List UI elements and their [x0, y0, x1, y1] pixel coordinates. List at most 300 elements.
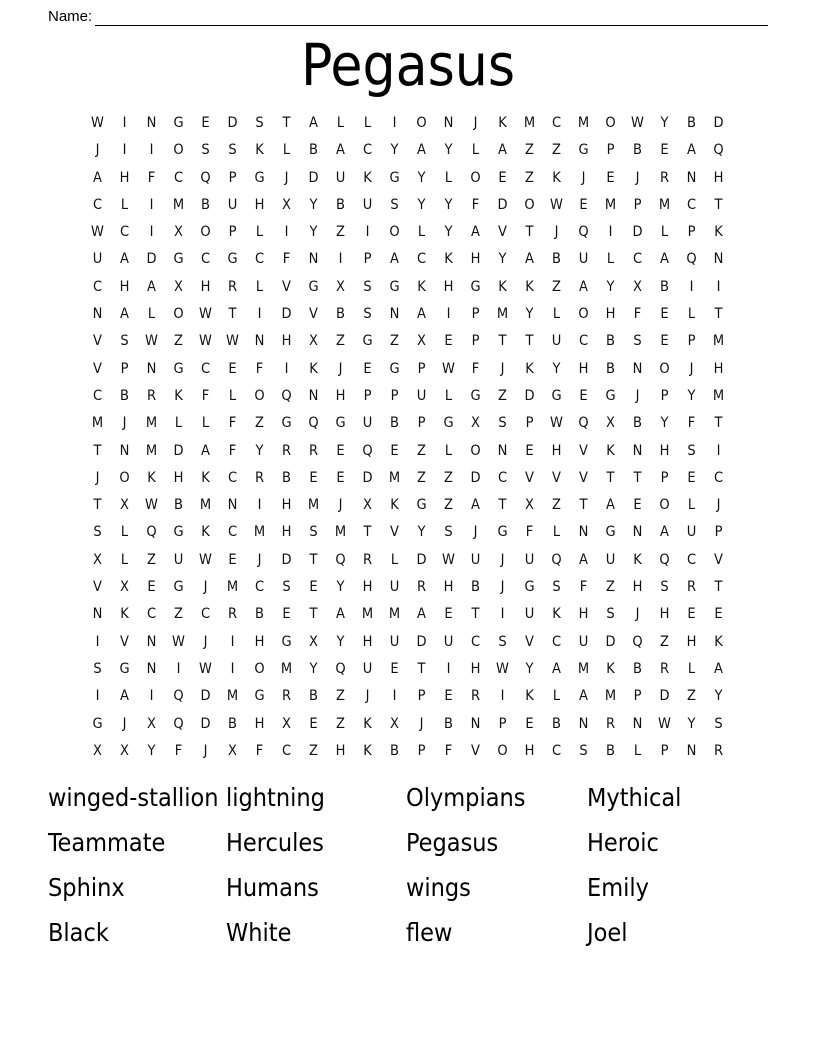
grid-letter[interactable]: Y	[552, 360, 561, 377]
grid-letter[interactable]: S	[552, 579, 561, 596]
grid-letter[interactable]: G	[497, 524, 508, 541]
grid-letter[interactable]: S	[201, 142, 210, 159]
word-list-item[interactable]: Hercules	[226, 827, 324, 857]
grid-letter[interactable]: K	[525, 360, 534, 377]
grid-letter[interactable]: X	[390, 715, 399, 732]
grid-letter[interactable]: H	[578, 606, 589, 623]
grid-letter[interactable]: A	[552, 660, 561, 677]
grid-letter[interactable]: Z	[336, 333, 345, 350]
grid-letter[interactable]: N	[308, 251, 319, 268]
grid-letter[interactable]: I	[230, 660, 235, 677]
grid-letter[interactable]: H	[281, 333, 292, 350]
grid-letter[interactable]: Q	[551, 551, 562, 568]
grid-letter[interactable]: K	[498, 115, 507, 131]
grid-letter[interactable]: A	[120, 688, 129, 705]
grid-letter[interactable]: I	[338, 251, 343, 268]
grid-letter[interactable]: C	[92, 196, 103, 213]
grid-letter[interactable]: S	[93, 524, 102, 541]
grid-letter[interactable]: Z	[336, 224, 345, 241]
word-list-item[interactable]: Humans	[226, 872, 319, 902]
grid-letter[interactable]: D	[281, 306, 292, 323]
grid-letter[interactable]: H	[605, 306, 616, 323]
grid-letter[interactable]: O	[389, 224, 400, 241]
grid-letter[interactable]: K	[363, 742, 372, 759]
grid-letter[interactable]: H	[632, 579, 643, 596]
grid-letter[interactable]: H	[200, 278, 211, 295]
grid-letter[interactable]: V	[309, 306, 318, 323]
grid-letter[interactable]: V	[93, 360, 102, 377]
grid-letter[interactable]: Y	[525, 306, 534, 323]
grid-letter[interactable]: L	[660, 224, 669, 241]
grid-letter[interactable]: W	[91, 115, 104, 131]
grid-letter[interactable]: J	[122, 415, 127, 432]
grid-letter[interactable]: N	[308, 387, 319, 404]
grid-letter[interactable]: T	[228, 306, 237, 323]
grid-letter[interactable]: A	[390, 251, 399, 268]
grid-letter[interactable]: E	[525, 442, 534, 459]
grid-letter[interactable]: Z	[444, 469, 453, 486]
grid-letter[interactable]: Z	[525, 169, 534, 186]
grid-letter[interactable]: V	[525, 469, 534, 486]
grid-letter[interactable]: G	[119, 660, 130, 677]
grid-letter[interactable]: W	[145, 497, 158, 514]
word-list-item[interactable]: wings	[406, 872, 471, 902]
grid-letter[interactable]: X	[363, 497, 372, 514]
grid-letter[interactable]: C	[146, 606, 157, 623]
grid-letter[interactable]: F	[282, 251, 291, 268]
grid-letter[interactable]: L	[687, 306, 696, 323]
grid-letter[interactable]: N	[632, 524, 643, 541]
grid-letter[interactable]: Z	[417, 442, 426, 459]
grid-letter[interactable]: K	[444, 251, 453, 268]
grid-letter[interactable]: A	[660, 251, 669, 268]
grid-letter[interactable]: J	[338, 497, 343, 514]
grid-letter[interactable]: W	[91, 224, 104, 241]
grid-letter[interactable]: L	[552, 688, 561, 705]
grid-letter[interactable]: P	[363, 387, 372, 404]
grid-letter[interactable]: G	[389, 360, 400, 377]
grid-letter[interactable]: W	[226, 333, 239, 350]
grid-letter[interactable]: C	[281, 742, 292, 759]
grid-letter[interactable]: H	[470, 251, 481, 268]
grid-letter[interactable]: G	[281, 633, 292, 650]
grid-letter[interactable]: S	[255, 115, 264, 131]
grid-letter[interactable]: T	[309, 606, 318, 623]
grid-letter[interactable]: G	[443, 415, 454, 432]
grid-letter[interactable]: P	[471, 333, 480, 350]
grid-letter[interactable]: H	[578, 360, 589, 377]
grid-letter[interactable]: A	[498, 142, 507, 159]
grid-letter[interactable]: Q	[632, 633, 643, 650]
grid-letter[interactable]: G	[254, 688, 265, 705]
grid-letter[interactable]: W	[199, 306, 212, 323]
grid-letter[interactable]: O	[119, 469, 130, 486]
grid-letter[interactable]: T	[471, 606, 480, 623]
grid-letter[interactable]: F	[147, 169, 156, 186]
grid-letter[interactable]: L	[606, 251, 615, 268]
grid-letter[interactable]: P	[633, 196, 642, 213]
grid-letter[interactable]: H	[281, 497, 292, 514]
grid-letter[interactable]: N	[146, 360, 157, 377]
grid-letter[interactable]: J	[500, 551, 505, 568]
grid-letter[interactable]: O	[659, 360, 670, 377]
grid-letter[interactable]: B	[552, 715, 561, 732]
grid-letter[interactable]: P	[660, 469, 669, 486]
grid-letter[interactable]: K	[417, 278, 426, 295]
grid-letter[interactable]: V	[93, 333, 102, 350]
grid-letter[interactable]: E	[687, 469, 696, 486]
grid-letter[interactable]: Y	[687, 715, 696, 732]
word-list-item[interactable]: Pegasus	[406, 827, 499, 857]
grid-letter[interactable]: Z	[552, 142, 561, 159]
grid-letter[interactable]: O	[470, 169, 481, 186]
grid-letter[interactable]: X	[120, 497, 129, 514]
grid-letter[interactable]: T	[498, 333, 507, 350]
grid-letter[interactable]: I	[446, 660, 451, 677]
grid-letter[interactable]: Q	[686, 251, 697, 268]
grid-letter[interactable]: Y	[309, 196, 318, 213]
grid-letter[interactable]: R	[281, 442, 292, 459]
grid-letter[interactable]: H	[254, 715, 265, 732]
grid-letter[interactable]: G	[389, 278, 400, 295]
grid-letter[interactable]: C	[362, 142, 373, 159]
grid-letter[interactable]: E	[660, 333, 669, 350]
grid-letter[interactable]: L	[552, 306, 561, 323]
grid-letter[interactable]: Y	[417, 524, 426, 541]
grid-letter[interactable]: G	[524, 579, 535, 596]
grid-letter[interactable]: I	[95, 633, 100, 650]
grid-letter[interactable]: G	[416, 497, 427, 514]
word-list-item[interactable]: White	[226, 917, 292, 947]
grid-letter[interactable]: K	[552, 606, 561, 623]
grid-letter[interactable]: W	[199, 333, 212, 350]
grid-letter[interactable]: N	[686, 742, 697, 759]
grid-letter[interactable]: R	[470, 688, 481, 705]
grid-letter[interactable]: R	[254, 469, 265, 486]
grid-letter[interactable]: C	[227, 524, 238, 541]
grid-letter[interactable]: I	[392, 115, 397, 131]
grid-letter[interactable]: B	[633, 415, 642, 432]
grid-letter[interactable]: K	[606, 442, 615, 459]
grid-letter[interactable]: O	[200, 224, 211, 241]
grid-letter[interactable]: D	[200, 688, 211, 705]
grid-letter[interactable]: L	[282, 142, 291, 159]
grid-letter[interactable]: E	[336, 469, 345, 486]
grid-letter[interactable]: E	[363, 360, 372, 377]
grid-letter[interactable]: F	[255, 742, 264, 759]
grid-letter[interactable]: S	[687, 442, 696, 459]
grid-letter[interactable]: A	[336, 606, 345, 623]
grid-letter[interactable]: J	[284, 169, 289, 186]
grid-letter[interactable]: S	[120, 333, 129, 350]
grid-letter[interactable]: Q	[578, 224, 589, 241]
grid-letter[interactable]: X	[417, 333, 426, 350]
grid-letter[interactable]: D	[200, 715, 211, 732]
grid-letter[interactable]: L	[228, 387, 237, 404]
grid-letter[interactable]: E	[714, 606, 723, 623]
grid-letter[interactable]: M	[712, 333, 725, 350]
grid-letter[interactable]: I	[284, 360, 289, 377]
grid-letter[interactable]: M	[253, 524, 266, 541]
grid-letter[interactable]: T	[579, 497, 588, 514]
grid-letter[interactable]: G	[362, 333, 373, 350]
grid-letter[interactable]: H	[254, 633, 265, 650]
grid-letter[interactable]: M	[91, 415, 104, 432]
grid-letter[interactable]: N	[632, 360, 643, 377]
grid-letter[interactable]: J	[203, 633, 208, 650]
grid-letter[interactable]: C	[119, 224, 130, 241]
grid-letter[interactable]: K	[120, 606, 129, 623]
grid-letter[interactable]: E	[606, 169, 615, 186]
grid-letter[interactable]: W	[550, 415, 563, 432]
grid-letter[interactable]: J	[500, 360, 505, 377]
grid-letter[interactable]: D	[362, 469, 373, 486]
grid-letter[interactable]: I	[149, 142, 154, 159]
grid-letter[interactable]: F	[471, 196, 480, 213]
grid-letter[interactable]: O	[470, 442, 481, 459]
grid-letter[interactable]: T	[363, 524, 372, 541]
grid-letter[interactable]: L	[201, 415, 210, 432]
grid-letter[interactable]: Q	[713, 142, 724, 159]
grid-letter[interactable]: R	[416, 579, 427, 596]
grid-letter[interactable]: K	[525, 278, 534, 295]
grid-letter[interactable]: M	[523, 115, 536, 131]
grid-letter[interactable]: O	[173, 306, 184, 323]
grid-letter[interactable]: G	[470, 278, 481, 295]
grid-letter[interactable]: M	[577, 660, 590, 677]
grid-letter[interactable]: R	[227, 278, 238, 295]
grid-letter[interactable]: T	[417, 660, 426, 677]
grid-letter[interactable]: K	[525, 688, 534, 705]
grid-letter[interactable]: L	[336, 115, 345, 131]
grid-letter[interactable]: A	[417, 142, 426, 159]
grid-letter[interactable]: D	[308, 169, 319, 186]
grid-letter[interactable]: X	[336, 278, 345, 295]
grid-letter[interactable]: W	[631, 115, 644, 131]
grid-letter[interactable]: H	[686, 633, 697, 650]
grid-letter[interactable]: E	[444, 606, 453, 623]
grid-letter[interactable]: E	[444, 688, 453, 705]
grid-letter[interactable]: R	[605, 715, 616, 732]
grid-letter[interactable]: X	[93, 742, 102, 759]
grid-letter[interactable]: Y	[660, 415, 669, 432]
grid-letter[interactable]: I	[689, 278, 694, 295]
grid-letter[interactable]: B	[606, 742, 615, 759]
grid-letter[interactable]: I	[284, 224, 289, 241]
grid-letter[interactable]: K	[714, 224, 723, 241]
word-list-item[interactable]: lightning	[226, 782, 325, 812]
grid-letter[interactable]: Y	[444, 196, 453, 213]
grid-letter[interactable]: B	[606, 333, 615, 350]
grid-letter[interactable]: O	[416, 115, 427, 131]
grid-letter[interactable]: E	[309, 469, 318, 486]
grid-letter[interactable]: N	[632, 715, 643, 732]
grid-letter[interactable]: C	[578, 333, 589, 350]
grid-letter[interactable]: J	[365, 688, 370, 705]
grid-letter[interactable]: V	[120, 633, 129, 650]
grid-letter[interactable]: J	[473, 115, 478, 131]
grid-letter[interactable]: S	[309, 524, 318, 541]
grid-letter[interactable]: G	[551, 387, 562, 404]
grid-letter[interactable]: M	[604, 196, 617, 213]
grid-letter[interactable]: I	[122, 115, 127, 131]
grid-letter[interactable]: K	[201, 524, 210, 541]
word-list-item[interactable]: Olympians	[406, 782, 526, 812]
grid-letter[interactable]: I	[500, 688, 505, 705]
grid-letter[interactable]: C	[200, 606, 211, 623]
grid-letter[interactable]: Z	[687, 688, 696, 705]
grid-letter[interactable]: I	[257, 497, 262, 514]
grid-letter[interactable]: I	[716, 442, 721, 459]
grid-letter[interactable]: J	[338, 360, 343, 377]
grid-letter[interactable]: P	[714, 524, 723, 541]
grid-letter[interactable]: J	[122, 715, 127, 732]
grid-letter[interactable]: L	[417, 224, 426, 241]
grid-letter[interactable]: X	[120, 742, 129, 759]
grid-letter[interactable]: W	[442, 360, 455, 377]
grid-letter[interactable]: I	[149, 196, 154, 213]
grid-letter[interactable]: U	[92, 251, 103, 268]
grid-letter[interactable]: X	[633, 278, 642, 295]
grid-letter[interactable]: U	[389, 579, 400, 596]
grid-letter[interactable]: A	[579, 278, 588, 295]
grid-letter[interactable]: X	[120, 579, 129, 596]
grid-letter[interactable]: N	[497, 442, 508, 459]
grid-letter[interactable]: Z	[147, 551, 156, 568]
grid-letter[interactable]: Y	[525, 660, 534, 677]
grid-letter[interactable]: H	[281, 524, 292, 541]
grid-letter[interactable]: P	[687, 224, 696, 241]
grid-letter[interactable]: I	[500, 606, 505, 623]
grid-letter[interactable]: F	[255, 360, 264, 377]
grid-letter[interactable]: T	[714, 306, 723, 323]
grid-letter[interactable]: H	[335, 387, 346, 404]
grid-letter[interactable]: F	[174, 742, 183, 759]
grid-letter[interactable]: J	[419, 715, 424, 732]
grid-letter[interactable]: L	[363, 115, 372, 131]
grid-letter[interactable]: P	[228, 224, 237, 241]
grid-letter[interactable]: P	[687, 333, 696, 350]
grid-letter[interactable]: R	[713, 742, 724, 759]
grid-letter[interactable]: A	[471, 224, 480, 241]
grid-letter[interactable]: D	[416, 633, 427, 650]
grid-letter[interactable]: S	[390, 196, 399, 213]
grid-letter[interactable]: J	[203, 742, 208, 759]
grid-letter[interactable]: E	[309, 715, 318, 732]
grid-letter[interactable]: H	[524, 742, 535, 759]
grid-letter[interactable]: R	[146, 387, 157, 404]
grid-letter[interactable]: J	[554, 224, 559, 241]
grid-letter[interactable]: Z	[525, 142, 534, 159]
grid-letter[interactable]: A	[93, 169, 102, 186]
grid-letter[interactable]: O	[578, 306, 589, 323]
grid-letter[interactable]: C	[200, 251, 211, 268]
grid-letter[interactable]: E	[201, 115, 210, 131]
grid-letter[interactable]: B	[336, 306, 345, 323]
grid-letter[interactable]: W	[550, 196, 563, 213]
grid-letter[interactable]: H	[254, 196, 265, 213]
grid-letter[interactable]: U	[362, 196, 373, 213]
grid-letter[interactable]: S	[606, 606, 615, 623]
grid-letter[interactable]: B	[687, 115, 696, 131]
grid-letter[interactable]: U	[470, 551, 481, 568]
grid-letter[interactable]: A	[120, 306, 129, 323]
grid-letter[interactable]: H	[335, 742, 346, 759]
grid-letter[interactable]: C	[551, 633, 562, 650]
grid-letter[interactable]: U	[443, 633, 454, 650]
grid-letter[interactable]: A	[471, 497, 480, 514]
grid-letter[interactable]: F	[633, 306, 642, 323]
grid-letter[interactable]: J	[581, 169, 586, 186]
grid-letter[interactable]: N	[119, 442, 130, 459]
grid-letter[interactable]: K	[633, 551, 642, 568]
grid-letter[interactable]: B	[471, 579, 480, 596]
grid-letter[interactable]: C	[92, 278, 103, 295]
grid-letter[interactable]: V	[282, 278, 291, 295]
grid-letter[interactable]: P	[417, 688, 426, 705]
grid-letter[interactable]: Y	[417, 196, 426, 213]
grid-letter[interactable]: M	[496, 306, 509, 323]
grid-letter[interactable]: C	[92, 387, 103, 404]
grid-letter[interactable]: V	[714, 551, 723, 568]
grid-letter[interactable]: B	[390, 415, 399, 432]
grid-letter[interactable]: G	[281, 415, 292, 432]
grid-letter[interactable]: C	[254, 579, 265, 596]
grid-letter[interactable]: B	[309, 142, 318, 159]
grid-letter[interactable]: E	[228, 360, 237, 377]
grid-letter[interactable]: L	[471, 142, 480, 159]
grid-letter[interactable]: K	[363, 715, 372, 732]
grid-letter[interactable]: E	[498, 169, 507, 186]
grid-letter[interactable]: T	[606, 469, 615, 486]
grid-letter[interactable]: P	[417, 415, 426, 432]
grid-letter[interactable]: O	[524, 196, 535, 213]
grid-letter[interactable]: K	[201, 469, 210, 486]
grid-letter[interactable]: S	[660, 579, 669, 596]
grid-letter[interactable]: P	[633, 688, 642, 705]
grid-letter[interactable]: R	[659, 660, 670, 677]
grid-letter[interactable]: S	[93, 660, 102, 677]
grid-letter[interactable]: H	[119, 169, 130, 186]
grid-letter[interactable]: W	[145, 333, 158, 350]
word-search-grid[interactable]	[84, 110, 732, 765]
grid-letter[interactable]: F	[471, 360, 480, 377]
grid-letter[interactable]: D	[524, 387, 535, 404]
grid-letter[interactable]: I	[176, 660, 181, 677]
grid-letter[interactable]: Z	[309, 742, 318, 759]
grid-letter[interactable]: Z	[660, 633, 669, 650]
grid-letter[interactable]: H	[119, 278, 130, 295]
grid-letter[interactable]: M	[577, 115, 590, 131]
grid-letter[interactable]: B	[255, 606, 264, 623]
grid-letter[interactable]: E	[390, 442, 399, 459]
grid-letter[interactable]: B	[201, 196, 210, 213]
grid-letter[interactable]: U	[578, 251, 589, 268]
grid-letter[interactable]: T	[525, 333, 534, 350]
grid-letter[interactable]: B	[390, 742, 399, 759]
grid-letter[interactable]: A	[336, 142, 345, 159]
grid-letter[interactable]: X	[525, 497, 534, 514]
grid-letter[interactable]: A	[147, 278, 156, 295]
grid-letter[interactable]: N	[578, 524, 589, 541]
grid-letter[interactable]: M	[658, 196, 671, 213]
grid-letter[interactable]: I	[149, 224, 154, 241]
grid-letter[interactable]: J	[635, 387, 640, 404]
grid-letter[interactable]: L	[687, 497, 696, 514]
grid-letter[interactable]: Z	[552, 497, 561, 514]
grid-letter[interactable]: D	[632, 224, 643, 241]
grid-letter[interactable]: D	[416, 551, 427, 568]
